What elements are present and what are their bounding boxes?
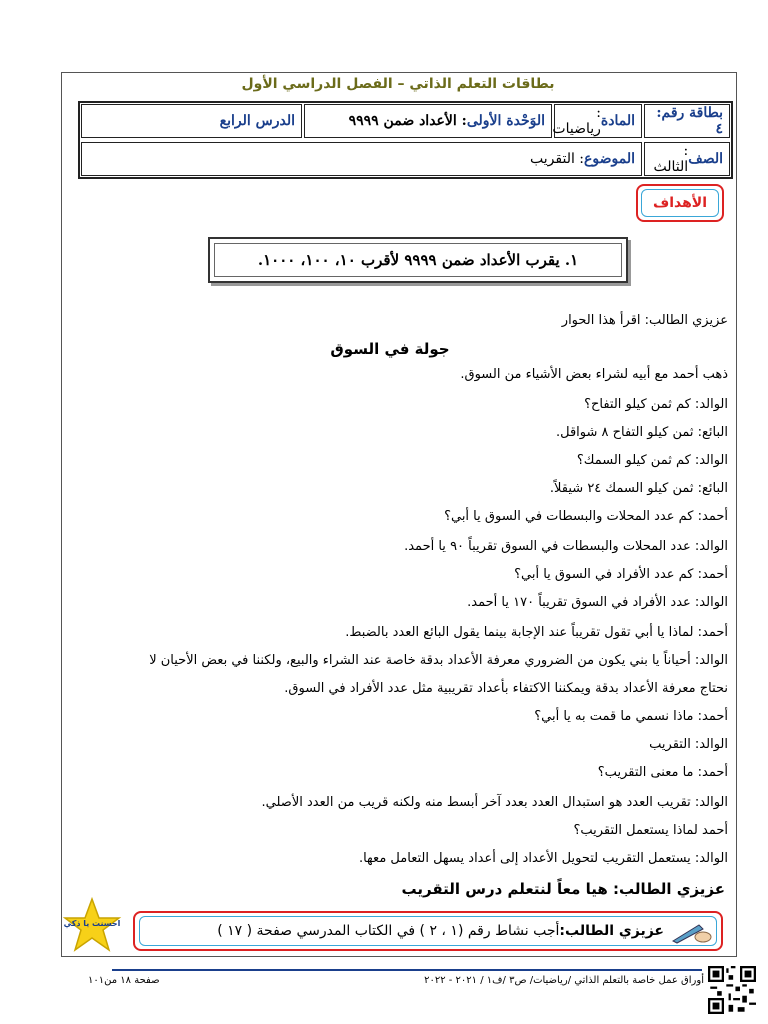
dialogue-line: الوالد: أحياناً يا بني يكون من الضروري معرفة الأعداد بدقة خاصة عند الشراء والبيع، ولكننا في بعض الأحيان لا [149, 653, 728, 668]
call-to-action: عزيزي الطالب: هيا معاً لنتعلم درس التقريب [401, 880, 725, 898]
lesson-cell: الدرس الرابع [81, 104, 302, 138]
page-number: صفحة ١٨ من١٠١ [88, 975, 160, 986]
qr-code-icon [708, 966, 756, 1014]
footer-source: أوراق عمل خاصة بالتعلم الذاتي /رياضيات/ ص٣ /ف١ / ٢٠٢١ - ٢٠٢٢ [424, 975, 704, 986]
activity-box [133, 911, 723, 951]
dialogue-line: الوالد: عدد المحلات والبسطات في السوق تقريباً ٩٠ يا أحمد. [404, 539, 728, 554]
activity-label: عزيزي الطالب: [559, 923, 664, 939]
dialogue-line: ذهب أحمد مع أبيه لشراء بعض الأشياء من السوق. [460, 367, 728, 382]
story-title: جولة في السوق [330, 340, 450, 358]
objective-box [208, 237, 628, 283]
intro-text: عزيزي الطالب: اقرأ هذا الحوار [561, 313, 728, 328]
info-table [78, 101, 733, 179]
star-badge-text: احسنت يا ذكي [63, 919, 121, 928]
star-badge-icon [62, 896, 122, 956]
footer-divider [112, 969, 702, 971]
dialogue-line: أحمد: ما معنى التقريب؟ [597, 765, 728, 780]
dialogue-line: أحمد: كم عدد المحلات والبسطات في السوق يا أبي؟ [444, 509, 728, 524]
dialogue-line: أحمد: كم عدد الأفراد في السوق يا أبي؟ [514, 567, 728, 582]
info-row-2 [80, 141, 731, 177]
dialogue-line: أحمد: لماذا يا أبي تقول تقريباً عند الإجابة بينما يقول البائع العدد بالضبط. [345, 625, 728, 640]
topic-cell: الموضوع : التقريب [81, 142, 642, 176]
activity-text: أجب نشاط رقم (١ ، ٢ ) في الكتاب المدرسي صفحة ( ١٧ ) [217, 923, 560, 939]
dialogue-line: الوالد: عدد الأفراد في السوق تقريباً ١٧٠ يا أحمد. [467, 595, 728, 610]
dialogue-line: الوالد: التقريب [649, 737, 728, 752]
grade-cell: الصف : الثالث [644, 142, 730, 176]
dialogue-line: نحتاج معرفة الأعداد بدقة ويمكننا الاكتفاء بأعداد تقريبية مثل عدد الأفراد في السوق. [284, 681, 728, 696]
pen-hand-icon [669, 919, 713, 945]
dialogue-line: الوالد: كم ثمن كيلو السمك؟ [576, 453, 728, 468]
dialogue-line: البائع: ثمن كيلو السمك ٢٤ شيقلاً. [549, 481, 728, 496]
subject-cell: المادة : رياضيات [554, 104, 642, 138]
info-row-1 [80, 103, 731, 139]
dialogue-line: الوالد: كم ثمن كيلو التفاح؟ [584, 397, 728, 412]
page-title: بطاقات التعلم الذاتي – الفصل الدراسي الأول [241, 76, 555, 92]
dialogue-line: الوالد: تقريب العدد هو استبدال العدد بعدد آخر أبسط منه ولكنه قريب من العدد الأصلي. [261, 795, 728, 810]
dialogue-line: الوالد: يستعمل التقريب لتحويل الأعداد إلى أعداد يسهل التعامل معها. [358, 851, 728, 866]
dialogue-line: أحمد لماذا يستعمل التقريب؟ [573, 823, 728, 838]
card-number: بطاقة رقم: ٤ [644, 104, 730, 138]
dialogue-line: أحمد: ماذا نسمي ما قمت به يا أبي؟ [534, 709, 728, 724]
unit-cell: الوَحْدة الأولى : الأعداد ضمن ٩٩٩٩ [304, 104, 552, 138]
goals-badge: الأهداف [636, 184, 724, 222]
objective-text: ١. يقرب الأعداد ضمن ٩٩٩٩ لأقرب ١٠، ١٠٠، ١٠٠٠. [214, 243, 622, 277]
dialogue-line: البائع: ثمن كيلو التفاح ٨ شواقل. [555, 425, 728, 440]
